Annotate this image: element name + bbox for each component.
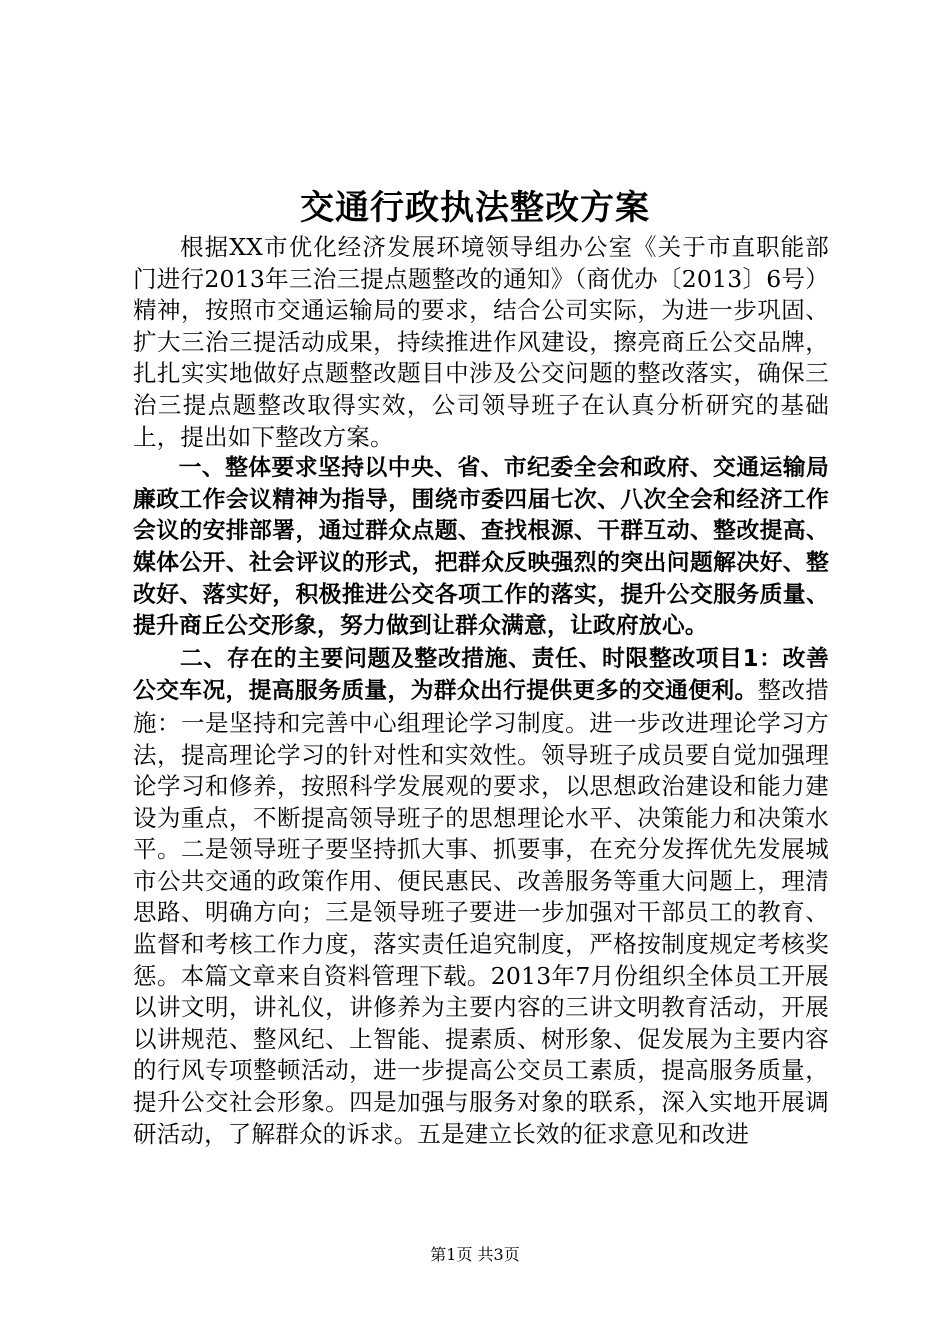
section-2-body: 整改措施：一是坚持和完善中心组理论学习制度。进一步改进理论学习方法，提高理论学习的针对性和实效性。领导班子成员要自觉加强理论学习和修养，按照科学发展观的要求，以思想政治建设和能力建设为重点，不断提高领导班子的思想理论水平、决策能力和决策水平。二是领导班子要坚持抓大事、抓要事，在充分发挥优先发展城市公共交通的政策作用、便民惠民、改善服务等重大问题上，理清思路、明确方向；三是领导班子要进一步加强对干部员工的教育、监督和考核工作力度，落实责任追究制度，严格按制度规定考核奖惩。本篇文章来自资料管理下载。2013年7月份组织全体员工开展以讲文明，讲礼仪，讲修养为主要内容的三讲文明教育活动，开展以讲规范、整风纪、上智能、提素质、树形象、促发展为主要内容的行风专项整顿活动，进一步提高公交员工素质，提高服务质量，提升公交社会形象。四是加强与服务对象的联系，深入实地开展调研活动，了解群众的诉求。五是建立长效的征求意见和改进 [133, 676, 829, 1148]
section-2-paragraph [133, 643, 829, 1151]
intro-paragraph: 根据XX市优化经济发展环境领导组办公室《关于市直职能部门进行2013年三治三提点题整改的通知》（商优办〔2013〕6号）精神，按照市交通运输局的要求，结合公司实际，为进一步巩固、扩大三治三提活动成果，持续推进作风建设，擦亮商丘公交品牌，扎扎实实地做好点题整改题目中涉及公交问题的整改落实，确保三治三提点题整改取得实效，公司领导班子在认真分析研究的基础上，提出如下整改方案。 [133, 233, 829, 451]
section-2-heading: 二、存在的主要问题及整改措施、责任、时限整改项目1：改善公交车况，提高服务质量，为群众出行提供更多的交通便利。 [133, 645, 829, 705]
section-1-paragraph: 一、整体要求坚持以中央、省、市纪委全会和政府、交通运输局廉政工作会议精神为指导，围绕市委四届七次、八次全会和经济工作会议的安排部署，通过群众点题、查找根源、干群互动、整改提高、媒体公开、社会评议的形式，把群众反映强烈的突出问题解决好、整改好、落实好，积极推进公交各项工作的落实，提升公交服务质量、提升商丘公交形象，努力做到让群众满意，让政府放心。 [133, 455, 829, 640]
document-title: 交通行政执法整改方案 [300, 188, 650, 228]
page-number-footer: 第1页 共3页 [430, 1245, 520, 1264]
document-body [133, 232, 829, 1150]
